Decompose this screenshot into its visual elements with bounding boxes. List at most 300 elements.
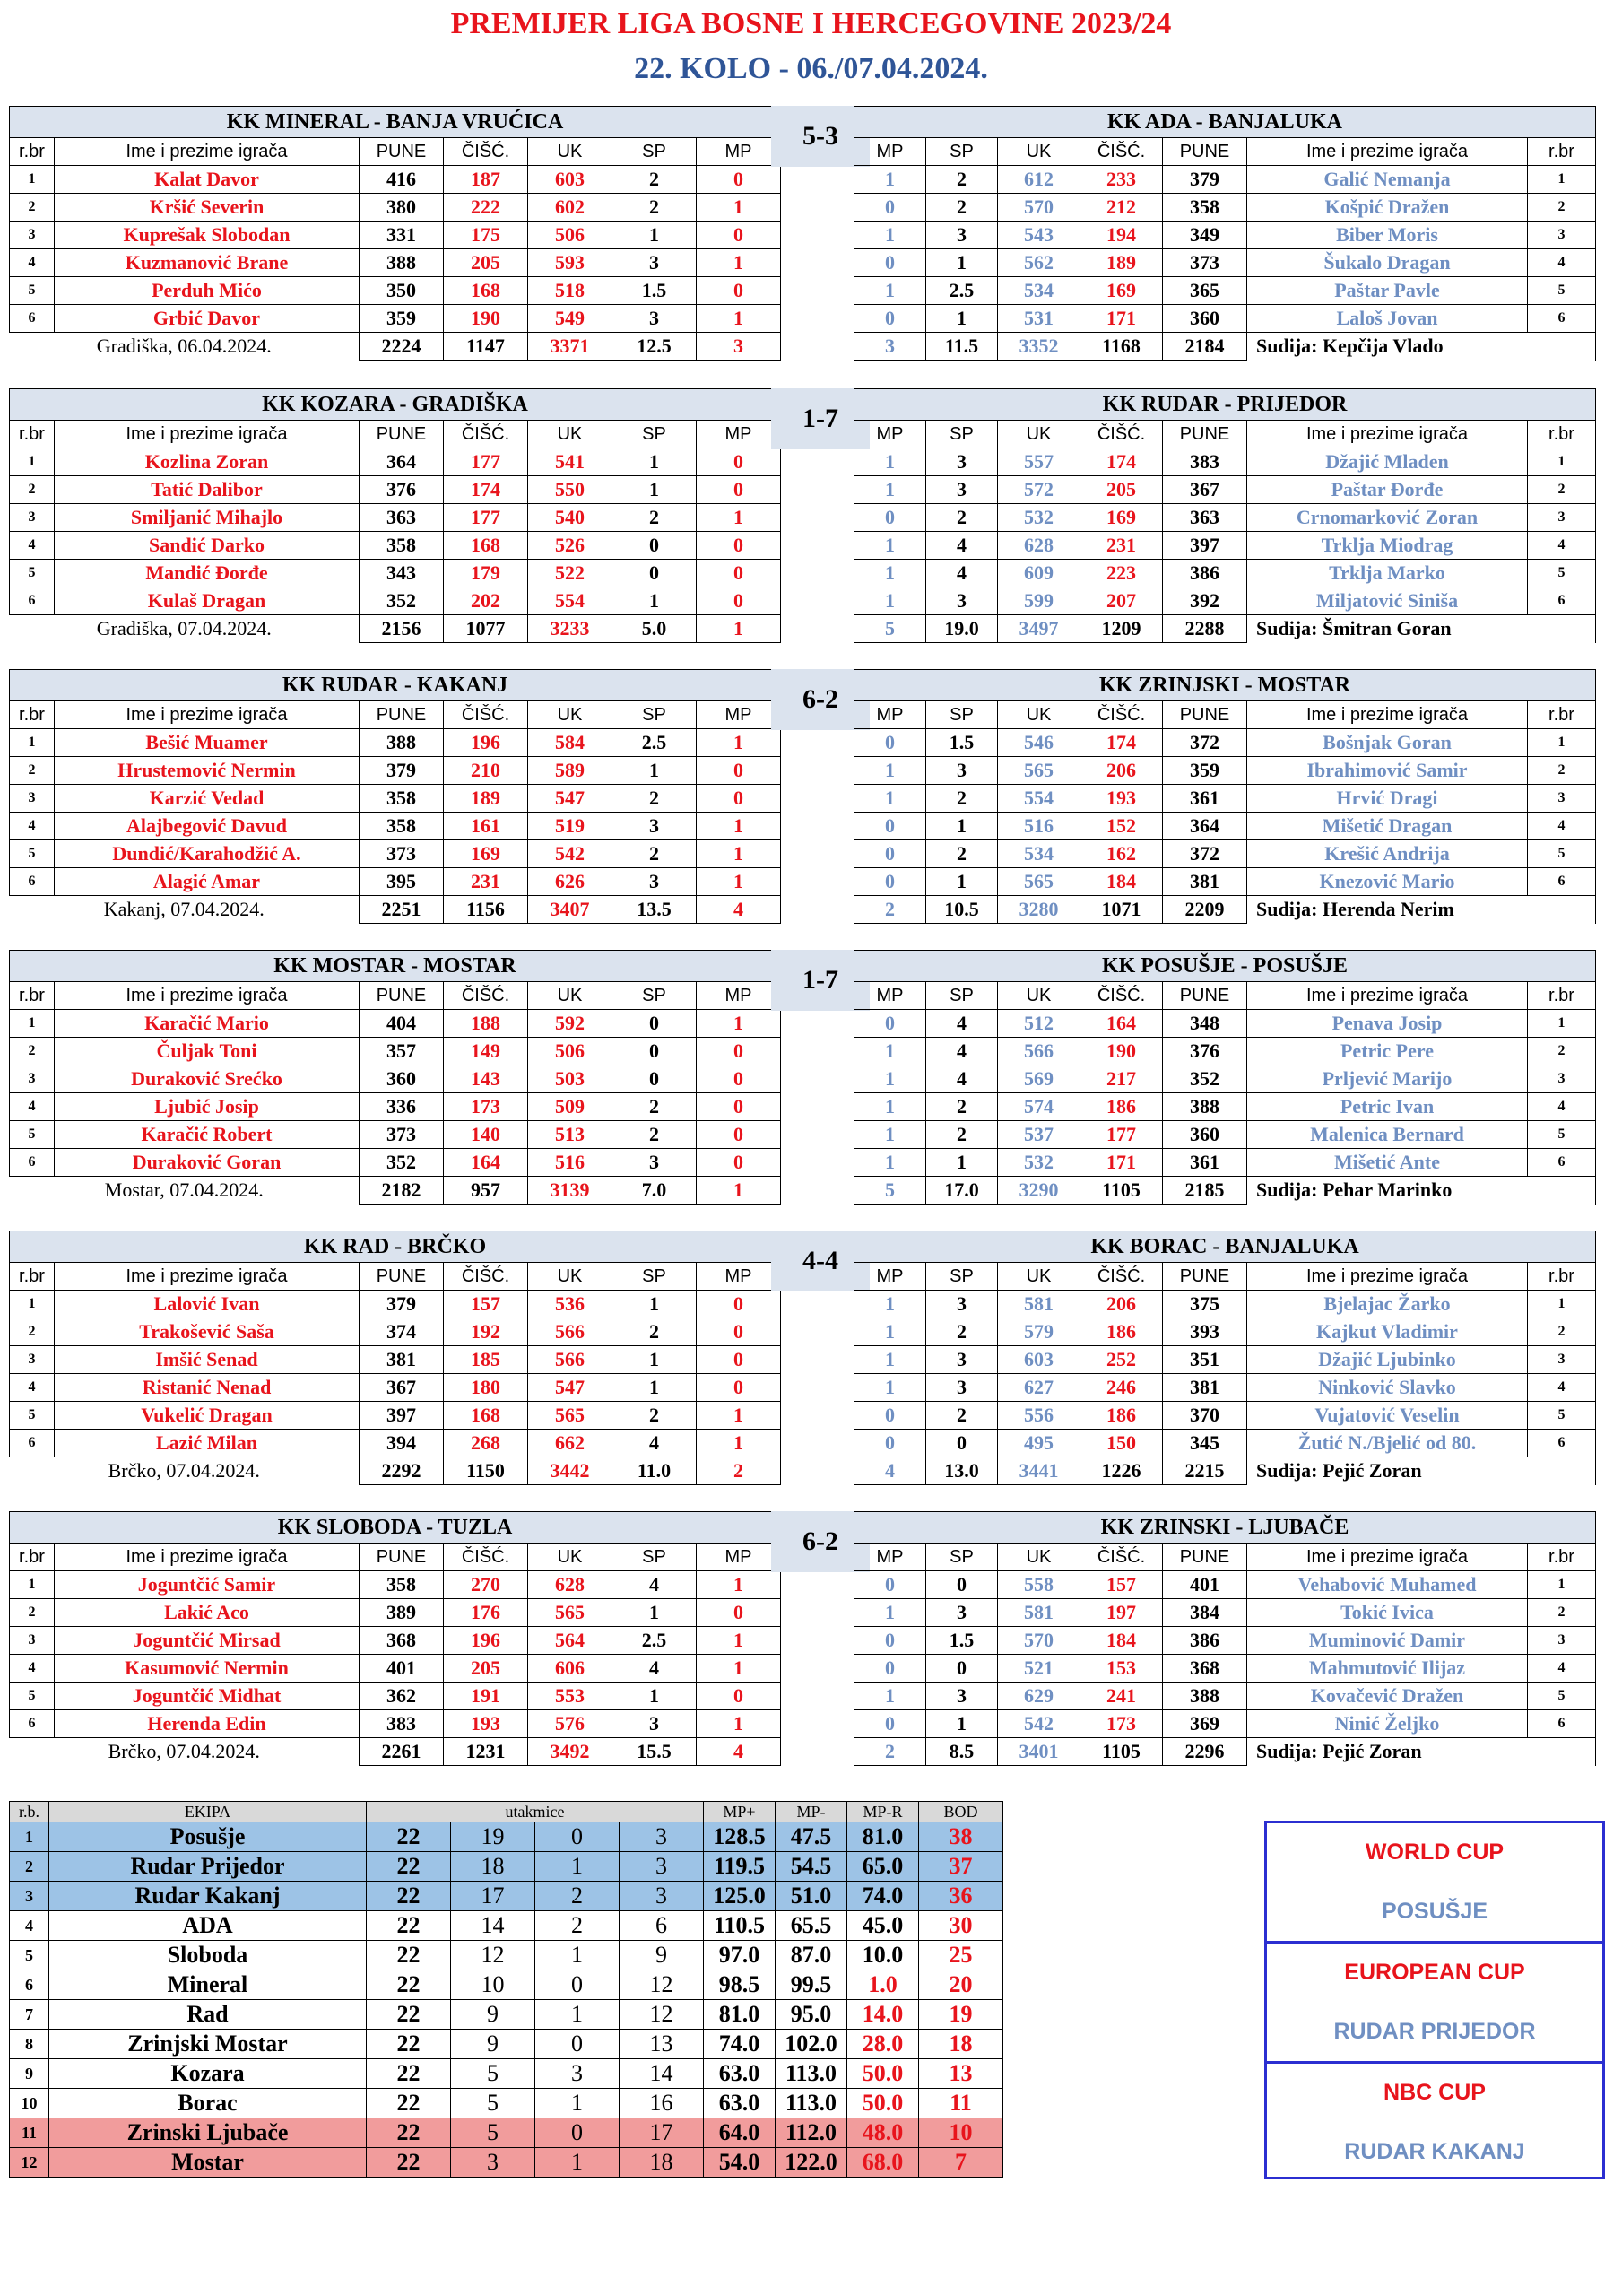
player-rank: 6	[10, 587, 55, 615]
standings-header-mp-minus: MP-	[776, 1802, 847, 1822]
total-pune: 2296	[1163, 1738, 1247, 1766]
player-row	[854, 249, 1596, 277]
player-pune: 360	[360, 1065, 444, 1093]
standings-rank: 4	[10, 1911, 49, 1941]
player-mp: 0	[697, 785, 781, 813]
standings-rank: 11	[10, 2118, 49, 2148]
player-name: Joguntčić Samir	[55, 1571, 360, 1599]
player-cisc: 205	[1080, 476, 1163, 504]
player-pune: 345	[1163, 1430, 1247, 1457]
match-referee: Sudija: Pejić Zoran	[1247, 1457, 1596, 1485]
standings-rank: 8	[10, 2030, 49, 2059]
player-pune: 368	[1163, 1655, 1247, 1683]
total-mp: 2	[697, 1457, 781, 1485]
standings-draws: 0	[535, 2118, 620, 2148]
player-sp: 1	[612, 587, 697, 615]
player-row	[10, 222, 781, 249]
standings-row	[10, 1852, 1003, 1882]
column-header-name: Ime i prezime igrača	[55, 982, 360, 1010]
player-row	[854, 222, 1596, 249]
player-uk: 589	[528, 757, 612, 785]
player-cisc: 193	[1080, 785, 1163, 813]
player-cisc: 207	[1080, 587, 1163, 615]
player-name: Alagić Amar	[55, 868, 360, 896]
player-row	[10, 1121, 781, 1149]
total-pune: 2288	[1163, 615, 1247, 643]
player-uk: 522	[528, 560, 612, 587]
home-team-table	[9, 106, 781, 361]
player-mp: 1	[854, 757, 926, 785]
player-cisc: 171	[1080, 305, 1163, 333]
match-venue: Brčko, 07.04.2024.	[108, 1740, 260, 1763]
player-rank: 1	[1528, 166, 1596, 194]
player-rank: 1	[10, 1291, 55, 1318]
player-row	[854, 1627, 1596, 1655]
column-header-uk: UK	[528, 1263, 612, 1291]
player-pune: 393	[1163, 1318, 1247, 1346]
player-uk: 603	[528, 166, 612, 194]
away-team-table	[854, 1511, 1596, 1766]
player-row	[854, 1121, 1596, 1149]
total-mp: 1	[697, 1177, 781, 1205]
standings-mp-minus: 102.0	[776, 2030, 847, 2059]
standings-row	[10, 2089, 1003, 2118]
total-uk: 3442	[528, 1457, 612, 1485]
player-sp: 2	[612, 1402, 697, 1430]
player-uk: 606	[528, 1655, 612, 1683]
player-cisc: 184	[1080, 868, 1163, 896]
player-rank: 6	[1528, 587, 1596, 615]
total-mp: 5	[854, 615, 926, 643]
player-rank: 5	[1528, 1121, 1596, 1149]
player-rank: 4	[1528, 813, 1596, 840]
player-uk: 592	[528, 1010, 612, 1038]
standings-row	[10, 2148, 1003, 2178]
standings-losses: 6	[620, 1911, 704, 1941]
player-cisc: 150	[1080, 1430, 1163, 1457]
standings-losses: 3	[620, 1882, 704, 1911]
player-sp: 2.5	[612, 1627, 697, 1655]
player-name: Mišetić Dragan	[1247, 813, 1528, 840]
standings-played: 22	[367, 2118, 451, 2148]
player-pune: 365	[1163, 277, 1247, 305]
player-row	[854, 757, 1596, 785]
standings-draws: 0	[535, 1822, 620, 1852]
player-name: Trklja Miodrag	[1247, 532, 1528, 560]
player-row	[854, 1291, 1596, 1318]
cup-winner: POSUŠJE	[1381, 1898, 1488, 1924]
total-pune: 2224	[360, 333, 444, 361]
player-rank: 2	[10, 194, 55, 222]
player-sp: 4	[926, 532, 998, 560]
standings-points: 20	[919, 1970, 1003, 2000]
player-cisc: 157	[1080, 1571, 1163, 1599]
player-cisc: 152	[1080, 813, 1163, 840]
total-mp: 3	[854, 333, 926, 361]
column-header-cisc: ČIŠĆ.	[444, 982, 528, 1010]
column-header-uk: UK	[998, 421, 1080, 448]
total-uk: 3441	[998, 1457, 1080, 1485]
player-rank: 3	[10, 1346, 55, 1374]
player-row	[854, 868, 1596, 896]
player-name: Duraković Srećko	[55, 1065, 360, 1093]
standings-wins: 9	[451, 2030, 535, 2059]
player-cisc: 189	[444, 785, 528, 813]
match-venue: Mostar, 07.04.2024.	[104, 1178, 264, 1202]
player-uk: 628	[998, 532, 1080, 560]
player-mp: 1	[697, 1627, 781, 1655]
player-uk: 570	[998, 1627, 1080, 1655]
player-row	[10, 1402, 781, 1430]
player-pune: 379	[360, 757, 444, 785]
player-name: Tatić Dalibor	[55, 476, 360, 504]
column-header-sp: SP	[612, 982, 697, 1010]
player-rank: 3	[10, 222, 55, 249]
player-pune: 388	[360, 249, 444, 277]
player-cisc: 188	[444, 1010, 528, 1038]
player-name: Perduh Mićo	[55, 277, 360, 305]
standings-rank: 9	[10, 2059, 49, 2089]
column-header-sp: SP	[926, 1544, 998, 1571]
player-sp: 2	[926, 504, 998, 532]
total-cisc: 1168	[1080, 333, 1163, 361]
standings-mp-minus: 122.0	[776, 2148, 847, 2178]
player-sp: 1	[612, 1374, 697, 1402]
total-cisc: 1209	[1080, 615, 1163, 643]
total-uk: 3139	[528, 1177, 612, 1205]
standings-rank: 5	[10, 1941, 49, 1970]
standings-losses: 12	[620, 1970, 704, 2000]
total-mp: 4	[697, 896, 781, 924]
player-cisc: 191	[444, 1683, 528, 1710]
total-mp: 3	[697, 333, 781, 361]
player-rank: 2	[1528, 1038, 1596, 1065]
player-sp: 2.5	[926, 277, 998, 305]
standings-rank: 2	[10, 1852, 49, 1882]
standings-played: 22	[367, 2000, 451, 2030]
standings-team: Sloboda	[49, 1941, 367, 1970]
away-team-row	[854, 1512, 1596, 1544]
player-row	[10, 1038, 781, 1065]
player-rank: 2	[1528, 476, 1596, 504]
standings-points: 18	[919, 2030, 1003, 2059]
player-name: Mandić Đorđe	[55, 560, 360, 587]
player-sp: 0	[612, 1010, 697, 1038]
player-mp: 0	[854, 813, 926, 840]
player-sp: 3	[926, 1683, 998, 1710]
player-sp: 3	[612, 1149, 697, 1177]
player-mp: 0	[697, 1599, 781, 1627]
home-total-row	[10, 1457, 781, 1485]
player-cisc: 169	[1080, 504, 1163, 532]
total-sp: 10.5	[926, 896, 998, 924]
player-name: Duraković Goran	[55, 1149, 360, 1177]
standings-mp-r: 1.0	[847, 1970, 919, 2000]
player-mp: 0	[697, 1346, 781, 1374]
home-team-table	[9, 1231, 781, 1485]
player-pune: 364	[1163, 813, 1247, 840]
player-name: Ninić Željko	[1247, 1710, 1528, 1738]
column-header-pune: PUNE	[360, 1263, 444, 1291]
player-uk: 556	[998, 1402, 1080, 1430]
player-sp: 1	[926, 1149, 998, 1177]
cup-winner: RUDAR PRIJEDOR	[1333, 2018, 1536, 2044]
player-cisc: 157	[444, 1291, 528, 1318]
player-sp: 1	[926, 1710, 998, 1738]
standings-draws: 1	[535, 2089, 620, 2118]
column-header-cisc: ČIŠĆ.	[444, 421, 528, 448]
player-uk: 540	[528, 504, 612, 532]
player-rank: 5	[1528, 840, 1596, 868]
player-mp: 1	[697, 729, 781, 757]
total-cisc: 1077	[444, 615, 528, 643]
player-sp: 1	[926, 305, 998, 333]
player-cisc: 270	[444, 1571, 528, 1599]
match-score: 1-7	[771, 950, 870, 1011]
player-uk: 553	[528, 1683, 612, 1710]
column-header-rbr: r.br	[1528, 1544, 1596, 1571]
total-sp: 11.5	[926, 333, 998, 361]
home-team-row	[10, 107, 781, 138]
player-mp: 0	[697, 560, 781, 587]
player-sp: 1.5	[612, 277, 697, 305]
player-name: Bešić Muamer	[55, 729, 360, 757]
player-uk: 547	[528, 1374, 612, 1402]
player-mp: 0	[854, 504, 926, 532]
player-pune: 368	[360, 1627, 444, 1655]
player-pune: 348	[1163, 1010, 1247, 1038]
player-mp: 1	[854, 166, 926, 194]
player-sp: 2	[612, 785, 697, 813]
player-name: Šukalo Dragan	[1247, 249, 1528, 277]
player-row	[854, 277, 1596, 305]
player-uk: 626	[528, 868, 612, 896]
total-sp: 15.5	[612, 1738, 697, 1766]
player-pune: 394	[360, 1430, 444, 1457]
player-rank: 4	[1528, 532, 1596, 560]
player-sp: 1	[926, 249, 998, 277]
player-row	[10, 868, 781, 896]
standings-losses: 16	[620, 2089, 704, 2118]
player-cisc: 194	[1080, 222, 1163, 249]
total-sp: 7.0	[612, 1177, 697, 1205]
column-header-row	[10, 138, 781, 166]
player-pune: 357	[360, 1038, 444, 1065]
player-rank: 6	[1528, 1710, 1596, 1738]
player-row	[854, 785, 1596, 813]
player-sp: 4	[926, 1010, 998, 1038]
player-name: Galić Nemanja	[1247, 166, 1528, 194]
player-uk: 516	[528, 1149, 612, 1177]
player-uk: 543	[998, 222, 1080, 249]
player-name: Knezović Mario	[1247, 868, 1528, 896]
player-rank: 4	[10, 813, 55, 840]
player-uk: 609	[998, 560, 1080, 587]
player-row	[854, 476, 1596, 504]
player-rank: 4	[10, 249, 55, 277]
column-header-name: Ime i prezime igrača	[1247, 1263, 1528, 1291]
player-row	[854, 1374, 1596, 1402]
home-team-name: KK RUDAR - KAKANJ	[10, 670, 781, 701]
match-venue: Kakanj, 07.04.2024.	[103, 898, 265, 921]
player-sp: 0	[612, 1065, 697, 1093]
column-header-cisc: ČIŠĆ.	[1080, 138, 1163, 166]
player-pune: 352	[1163, 1065, 1247, 1093]
player-cisc: 196	[444, 1627, 528, 1655]
total-uk: 3352	[998, 333, 1080, 361]
total-pune: 2182	[360, 1177, 444, 1205]
column-header-name: Ime i prezime igrača	[55, 701, 360, 729]
player-rank: 6	[10, 305, 55, 333]
player-cisc: 205	[444, 249, 528, 277]
player-rank: 5	[10, 1402, 55, 1430]
player-sp: 3	[926, 1374, 998, 1402]
player-name: Petric Ivan	[1247, 1093, 1528, 1121]
player-rank: 2	[1528, 1318, 1596, 1346]
player-cisc: 192	[444, 1318, 528, 1346]
player-mp: 0	[697, 448, 781, 476]
player-pune: 367	[360, 1374, 444, 1402]
player-name: Kuprešak Slobodan	[55, 222, 360, 249]
player-mp: 0	[697, 1291, 781, 1318]
player-rank: 6	[1528, 305, 1596, 333]
standings-row	[10, 2030, 1003, 2059]
player-row	[10, 305, 781, 333]
standings-mp-plus: 74.0	[704, 2030, 776, 2059]
player-row	[854, 813, 1596, 840]
player-sp: 3	[926, 587, 998, 615]
total-sp: 5.0	[612, 615, 697, 643]
player-cisc: 161	[444, 813, 528, 840]
away-team-row	[854, 1231, 1596, 1263]
player-rank: 2	[10, 757, 55, 785]
home-team-row	[10, 670, 781, 701]
player-mp: 0	[854, 1571, 926, 1599]
player-uk: 566	[998, 1038, 1080, 1065]
player-rank: 6	[10, 1149, 55, 1177]
player-name: Kulaš Dragan	[55, 587, 360, 615]
player-pune: 367	[1163, 476, 1247, 504]
player-row	[854, 1010, 1596, 1038]
player-sp: 3	[612, 305, 697, 333]
player-cisc: 174	[1080, 448, 1163, 476]
away-team-table	[854, 950, 1596, 1205]
standings-wins: 3	[451, 2148, 535, 2178]
player-name: Miljatović Siniša	[1247, 587, 1528, 615]
total-cisc: 1105	[1080, 1177, 1163, 1205]
standings-mp-minus: 112.0	[776, 2118, 847, 2148]
player-mp: 1	[854, 560, 926, 587]
player-mp: 0	[697, 166, 781, 194]
player-pune: 392	[1163, 587, 1247, 615]
away-team-name: KK ADA - BANJALUKA	[854, 107, 1596, 138]
standings-losses: 13	[620, 2030, 704, 2059]
player-pune: 381	[1163, 1374, 1247, 1402]
player-row	[854, 729, 1596, 757]
player-uk: 542	[528, 840, 612, 868]
player-mp: 1	[697, 1710, 781, 1738]
standings-mp-minus: 99.5	[776, 1970, 847, 2000]
player-mp: 0	[697, 1093, 781, 1121]
player-sp: 3	[926, 1599, 998, 1627]
column-header-pune: PUNE	[1163, 1544, 1247, 1571]
player-mp: 1	[854, 1318, 926, 1346]
match-score: 5-3	[771, 106, 870, 167]
player-name: Krešić Andrija	[1247, 840, 1528, 868]
player-sp: 1	[612, 476, 697, 504]
total-pune: 2185	[1163, 1177, 1247, 1205]
player-mp: 1	[854, 785, 926, 813]
player-pune: 389	[360, 1599, 444, 1627]
column-header-row	[10, 421, 781, 448]
standings-mp-r: 14.0	[847, 2000, 919, 2030]
column-header-row	[854, 982, 1596, 1010]
total-cisc: 1226	[1080, 1457, 1163, 1485]
column-header-sp: SP	[926, 982, 998, 1010]
player-row	[10, 1683, 781, 1710]
player-uk: 566	[528, 1346, 612, 1374]
total-uk: 3290	[998, 1177, 1080, 1205]
player-name: Joguntčić Mirsad	[55, 1627, 360, 1655]
match-score: 1-7	[771, 388, 870, 449]
player-sp: 0	[612, 532, 697, 560]
column-header-name: Ime i prezime igrača	[1247, 701, 1528, 729]
player-pune: 343	[360, 560, 444, 587]
player-mp: 0	[697, 1149, 781, 1177]
player-name: Kasumović Nermin	[55, 1655, 360, 1683]
player-rank: 4	[10, 1655, 55, 1683]
player-sp: 2	[926, 194, 998, 222]
player-row	[10, 840, 781, 868]
player-pune: 336	[360, 1093, 444, 1121]
player-pune: 401	[360, 1655, 444, 1683]
column-header-pune: PUNE	[360, 138, 444, 166]
player-sp: 1.5	[926, 729, 998, 757]
standings-mp-plus: 128.5	[704, 1822, 776, 1852]
player-sp: 2.5	[612, 729, 697, 757]
player-uk: 557	[998, 448, 1080, 476]
standings-mp-minus: 47.5	[776, 1822, 847, 1852]
player-uk: 532	[998, 504, 1080, 532]
player-sp: 4	[612, 1655, 697, 1683]
column-header-rbr: r.br	[1528, 421, 1596, 448]
player-mp: 0	[697, 1038, 781, 1065]
player-rank: 2	[10, 1038, 55, 1065]
column-header-pune: PUNE	[1163, 421, 1247, 448]
player-row	[10, 729, 781, 757]
player-name: Kovačević Dražen	[1247, 1683, 1528, 1710]
total-uk: 3371	[528, 333, 612, 361]
player-rank: 1	[1528, 448, 1596, 476]
player-cisc: 206	[1080, 757, 1163, 785]
standings-team: Zrinski Ljubače	[49, 2118, 367, 2148]
player-name: Laloš Jovan	[1247, 305, 1528, 333]
player-mp: 0	[854, 194, 926, 222]
total-sp: 19.0	[926, 615, 998, 643]
standings-draws: 1	[535, 1941, 620, 1970]
player-uk: 513	[528, 1121, 612, 1149]
player-sp: 2	[612, 194, 697, 222]
column-header-mp: MP	[697, 701, 781, 729]
standings-wins: 14	[451, 1911, 535, 1941]
player-cisc: 177	[444, 448, 528, 476]
player-row	[10, 1318, 781, 1346]
standings-row	[10, 1911, 1003, 1941]
standings-draws: 2	[535, 1911, 620, 1941]
match-block	[9, 1511, 1613, 1771]
player-uk: 518	[528, 277, 612, 305]
player-cisc: 168	[444, 277, 528, 305]
